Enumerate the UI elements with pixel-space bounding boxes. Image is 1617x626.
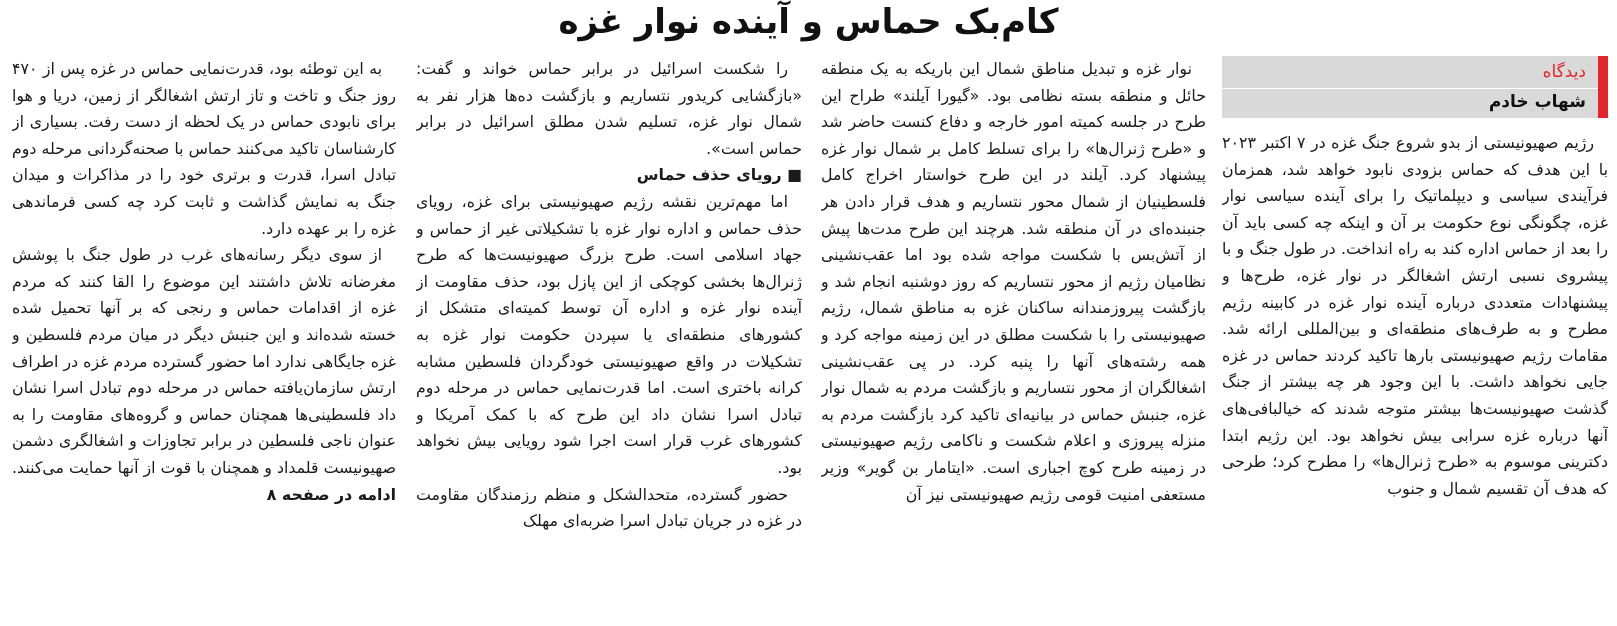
sidebar-paragraph: رژیم صهیونیستی از بدو شروع جنگ غزه در ۷ اکتبر ۲۰۲۳ با این هدف که حماس بزودی نابود خواهد شد، همزمان فرآیندی سیاسی و دیپلماتیک را برای آینده سیاسی نوار غزه، چگونگی نوع حکومت بر آن و اینکه چه کسی باید آن را بعد از حماس اداره کند به راه انداخت. در طول جنگ و با پیشروی نسبی ارتش اشغالگر در نوار غزه، طرح‌ها و پیشنهادات متعددی درباره آینده نوار غزه در کابینه رژیم مطرح و به طرف‌های منطقه‌ای و بین‌المللی ارائه شد. مقامات رژیم صهیونیستی بارها تاکید کردند حماس در غزه جایی نخواهد داشت. با این وجود هر چه بیشتر از جنگ گذشت صهیونیست‌ها بیشتر متوجه شدند که خیالبافی‌های آنها درباره غزه سرابی بیش نخواهد بود. این رژیم ابتدا دکترینی موسوم به «طرح ژنرال‌ها» را مطرح کرد؛ طرحی که هدف آن تقسیم شمال و جنوب: [1222, 133, 1608, 498]
article-column-3: [416, 56, 802, 622]
column4-paragraph: از سوی دیگر رسانه‌های غرب در طول جنگ با پوشش مغرضانه تلاش داشتند این موضوع را القا کنند که مردم غزه از اقدامات حماس و رنجی که بر آنها تحمیل شده خسته شده‌اند و این جنبش دیگر در میان مردم فلسطین و غزه جایگاهی ندارد اما حضور گسترده مردم غزه در اطراف ارتش سازمان‌یافته حماس در مرحله دوم تبادل اسرا نشان داد فلسطینی‌ها همچنان حماس و گروه‌های مقاومت را به عنوان ناجی فلسطین در برابر تجاوزات و اشغالگری دشمن صهیونیست قلمداد و همچنان با قوت از آنها حمایت می‌کنند.: [12, 245, 396, 477]
headline: کام‌بک حماس و آینده نوار غزه: [558, 2, 1059, 42]
header-divider: [1222, 88, 1598, 89]
opinion-header: [1222, 56, 1608, 118]
column3-paragraph: حضور گسترده، متحدالشکل و منظم رزمندگان مقاومت در غزه در جریان تبادل اسرا ضربه‌ای مهلک: [416, 484, 802, 531]
author-name: شهاب خادم: [1488, 92, 1586, 112]
column3-paragraph: را شکست اسرائیل در برابر حماس خواند و گفت: «بازگشایی کریدور نتساریم و بازگشت ده‌ها هزار نفر به شمال نوار غزه، تسلیم شدن مطلق اسرائیل در برابر حماس است».: [416, 59, 802, 158]
opinion-sidebar: [1222, 56, 1608, 622]
continued-on-page-note: ادامه در صفحه ۸: [266, 484, 396, 504]
section-label: دیدگاه: [1542, 62, 1586, 82]
article-column-4: [12, 56, 396, 622]
column3-paragraph: اما مهم‌ترین نقشه رژیم صهیونیستی برای غزه، رویای حذف حماس و اداره نوار غزه با تشکیلاتی غیر از حماس و جهاد اسلامی است. طرح بزرگ صهیونیست‌ها که طرح ژنرال‌ها بخشی کوچکی از این پازل بود، حذف مقاومت از آینده نوار غزه و اداره آن توسط کمیته‌ای متشکل از کشورهای منطقه‌ای یا سپردن حکومت نوار غزه به تشکیلات در واقع صهیونیستی خودگردان فلسطین مشابه کرانه باختری است. اما قدرت‌نمایی حماس در مرحله دوم تبادل اسرا نشان داد این طرح که با کمک آمریکا و کشورهای غرب قرار است اجرا شود رویایی بیش نخواهد بود.: [416, 191, 802, 477]
subheading: ■ رویای حذف حماس: [636, 165, 802, 185]
article-columns: [12, 56, 1608, 622]
article-column-2: [821, 56, 1206, 622]
column2-paragraph: نوار غزه و تبدیل مناطق شمال این باریکه به یک منطقه حائل و منطقه بسته نظامی بود. «گیورا آیلند» طراح این طرح در جلسه کمیته امور خارجه و دفاع کنست حاضر شد و «طرح ژنرال‌ها» را برای تسلط کامل بر شمال نوار غزه پیشنهاد کرد. آیلند در این طرح خواستار اخراج کامل فلسطینیان از شمال محور نتساریم و هدف قرار دادن هر جنبنده‌ای در آن منطقه شد. هرچند این طرح مدت‌ها پیش از آتش‌بس با شکست مواجه شده بود اما عقب‌نشینی نظامیان رژیم از محور نتساریم که روز دوشنبه انجام شد و بازگشت پیروزمندانه ساکنان غزه به مناطق شمال، رژیم صهیونیستی را با شکست مطلق در این زمینه مواجه کرد و همه رشته‌های آنها را پنبه کرد. در پی عقب‌نشینی اشغالگران از محور نتساریم و بازگشت مردم به شمال نوار غزه، جنبش حماس در بیانیه‌ای تاکید کرد بازگشت مردم به منزله پیروزی و اعلام شکست و ناکامی رژیم صهیونیستی در زمینه طرح کوچ اجباری است. «ایتامار بن گویر» وزیر مستعفی امنیت قومی رژیم صهیونیستی نیز آن: [821, 59, 1206, 504]
column4-paragraph: به این توطئه بود، قدرت‌نمایی حماس در غزه پس از ۴۷۰ روز جنگ و تاخت و تاز ارتش اشغالگر از زمین، دریا و هوا برای نابودی حماس در یک لحظه از دست رفت. بسیاری از کارشناسان تاکید می‌کنند حماس با صحنه‌گردانی مرحله دوم تبادل اسرا، قدرت و برتری خود را در مذاکرات و میدان جنگ به نمایش گذاشت و ثابت کرد چه کسی فرماندهی غزه را بر عهده دارد.: [12, 59, 396, 238]
